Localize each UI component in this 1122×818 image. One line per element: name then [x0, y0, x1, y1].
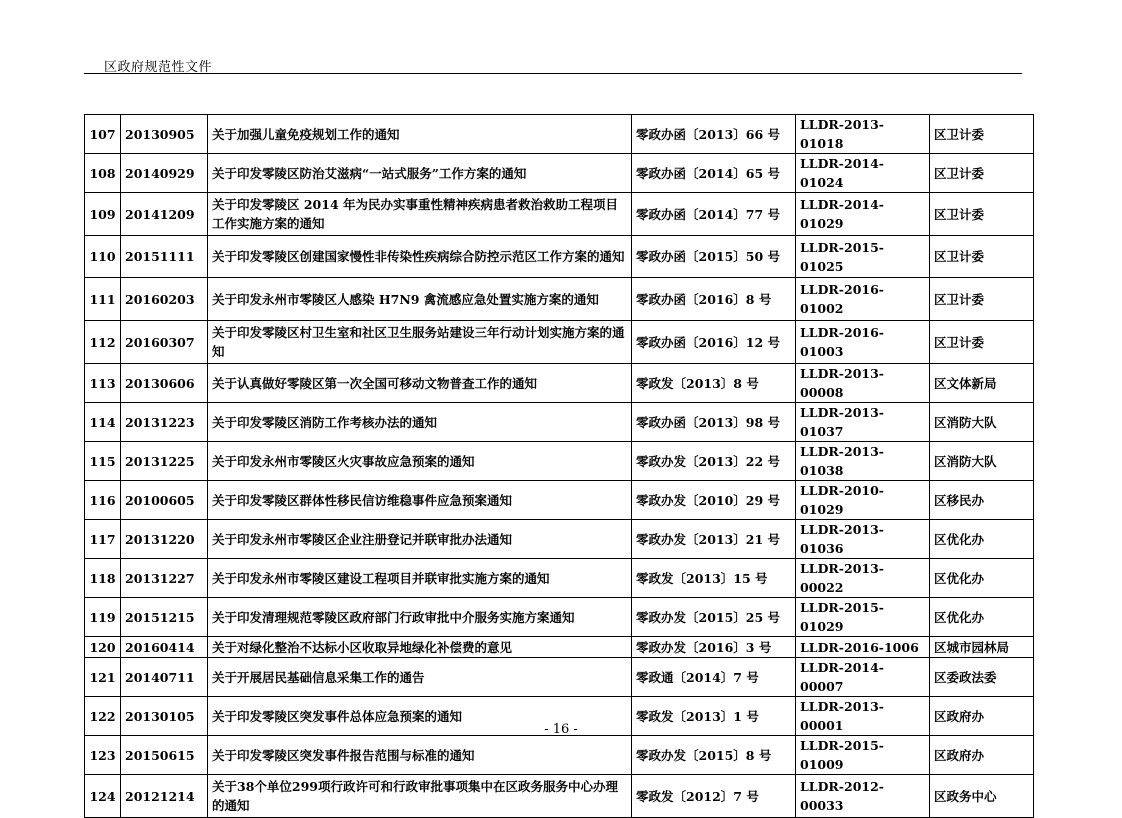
- row-number: 110: [85, 236, 121, 278]
- document-number: 零政办发〔2010〕29 号: [632, 481, 796, 520]
- department: 区政务中心: [930, 775, 1034, 818]
- department: 区卫计委: [930, 236, 1034, 278]
- document-number: 零政办发〔2013〕21 号: [632, 520, 796, 559]
- department: 区卫计委: [930, 154, 1034, 193]
- document-title: 关于印发零陵区突发事件报告范围与标准的通知: [208, 736, 632, 775]
- registration-number: LLDR-2013-01037: [796, 403, 930, 442]
- registration-number: LLDR-2013-01038: [796, 442, 930, 481]
- document-number: 零政办函〔2014〕77 号: [632, 193, 796, 236]
- row-number: 111: [85, 278, 121, 321]
- running-header: 区政府规范性文件: [104, 60, 213, 75]
- document-title: 关于印发永州市零陵区建设工程项目并联审批实施方案的通知: [208, 559, 632, 598]
- table-row: [85, 364, 1034, 403]
- table-row: [85, 520, 1034, 559]
- department: 区卫计委: [930, 193, 1034, 236]
- table-row: [85, 598, 1034, 637]
- document-title: 关于印发零陵区群体性移民信访维稳事件应急预案通知: [208, 481, 632, 520]
- document-title: 关于印发永州市零陵区人感染 H7N9 禽流感应急处置实施方案的通知: [208, 278, 632, 321]
- document-title: 关于38个单位299项行政许可和行政审批事项集中在区政务服务中心办理的通知: [208, 775, 632, 818]
- table-row: [85, 154, 1034, 193]
- document-title: 关于对绿化整治不达标小区收取异地绿化补偿费的意见: [208, 637, 632, 658]
- registration-number: LLDR-2015-01025: [796, 236, 930, 278]
- registration-number: LLDR-2013-00008: [796, 364, 930, 403]
- document-number: 零政办函〔2016〕12 号: [632, 321, 796, 364]
- table-row: [85, 403, 1034, 442]
- department: 区优化办: [930, 559, 1034, 598]
- registration-number: LLDR-2013-01018: [796, 115, 930, 154]
- row-number: 119: [85, 598, 121, 637]
- issue-date: 20130905: [121, 115, 208, 154]
- department: 区优化办: [930, 520, 1034, 559]
- department: 区优化办: [930, 598, 1034, 637]
- row-number: 117: [85, 520, 121, 559]
- registration-number: LLDR-2015-01029: [796, 598, 930, 637]
- issue-date: 20140711: [121, 658, 208, 697]
- document-number: 零政办函〔2016〕8 号: [632, 278, 796, 321]
- issue-date: 20100605: [121, 481, 208, 520]
- registration-number: LLDR-2013-01036: [796, 520, 930, 559]
- document-number: 零政发〔2013〕1 号: [632, 697, 796, 736]
- header-rule: [84, 73, 1022, 74]
- table-row: [85, 559, 1034, 598]
- issue-date: 20151215: [121, 598, 208, 637]
- registration-number: LLDR-2010-01029: [796, 481, 930, 520]
- table-body: [85, 115, 1034, 818]
- department: 区移民办: [930, 481, 1034, 520]
- document-title: 关于认真做好零陵区第一次全国可移动文物普查工作的通知: [208, 364, 632, 403]
- document-title: 关于印发零陵区村卫生室和社区卫生服务站建设三年行动计划实施方案的通知: [208, 321, 632, 364]
- issue-date: 20160203: [121, 278, 208, 321]
- document-number: 零政办函〔2014〕65 号: [632, 154, 796, 193]
- row-number: 122: [85, 697, 121, 736]
- document-title: 关于印发清理规范零陵区政府部门行政审批中介服务实施方案通知: [208, 598, 632, 637]
- row-number: 124: [85, 775, 121, 818]
- department: 区消防大队: [930, 403, 1034, 442]
- document-title: 关于印发零陵区 2014 年为民办实事重性精神疾病患者救治救助工程项目工作实施方案的通知: [208, 193, 632, 236]
- document-number: 零政办函〔2015〕50 号: [632, 236, 796, 278]
- table-row: [85, 115, 1034, 154]
- registration-number: LLDR-2016-01002: [796, 278, 930, 321]
- department: 区消防大队: [930, 442, 1034, 481]
- registration-number: LLDR-2013-00022: [796, 559, 930, 598]
- document-number: 零政发〔2013〕8 号: [632, 364, 796, 403]
- registration-number: LLDR-2014-00007: [796, 658, 930, 697]
- issue-date: 20121214: [121, 775, 208, 818]
- row-number: 123: [85, 736, 121, 775]
- issue-date: 20160307: [121, 321, 208, 364]
- document-title: 关于印发零陵区突发事件总体应急预案的通知: [208, 697, 632, 736]
- row-number: 113: [85, 364, 121, 403]
- issue-date: 20130606: [121, 364, 208, 403]
- document-number: 零政办函〔2013〕66 号: [632, 115, 796, 154]
- issue-date: 20160414: [121, 637, 208, 658]
- row-number: 114: [85, 403, 121, 442]
- document-title: 关于加强儿童免疫规划工作的通知: [208, 115, 632, 154]
- registration-number: LLDR-2012-00033: [796, 775, 930, 818]
- row-number: 109: [85, 193, 121, 236]
- registration-number: LLDR-2016-1006: [796, 637, 930, 658]
- document-title: 关于开展居民基础信息采集工作的通告: [208, 658, 632, 697]
- document-title: 关于印发零陵区防治艾滋病“一站式服务”工作方案的通知: [208, 154, 632, 193]
- table-row: [85, 321, 1034, 364]
- issue-date: 20131223: [121, 403, 208, 442]
- table-row: [85, 193, 1034, 236]
- document-number: 零政办函〔2013〕98 号: [632, 403, 796, 442]
- table-row: [85, 481, 1034, 520]
- document-number: 零政发〔2013〕15 号: [632, 559, 796, 598]
- table-row: [85, 775, 1034, 818]
- department: 区卫计委: [930, 321, 1034, 364]
- table-row: [85, 278, 1034, 321]
- issue-date: 20150615: [121, 736, 208, 775]
- registration-number: LLDR-2014-01029: [796, 193, 930, 236]
- issue-date: 20131225: [121, 442, 208, 481]
- document-title: 关于印发永州市零陵区火灾事故应急预案的通知: [208, 442, 632, 481]
- issue-date: 20131220: [121, 520, 208, 559]
- table-row: [85, 442, 1034, 481]
- issue-date: 20140929: [121, 154, 208, 193]
- issue-date: 20131227: [121, 559, 208, 598]
- table-row: [85, 658, 1034, 697]
- document-number: 零政办发〔2016〕3 号: [632, 637, 796, 658]
- document-title: 关于印发零陵区创建国家慢性非传染性疾病综合防控示范区工作方案的通知: [208, 236, 632, 278]
- issue-date: 20141209: [121, 193, 208, 236]
- registration-number: LLDR-2015-01009: [796, 736, 930, 775]
- table-row: [85, 236, 1034, 278]
- document-number: 零政通〔2014〕7 号: [632, 658, 796, 697]
- row-number: 120: [85, 637, 121, 658]
- document-number: 零政发〔2012〕7 号: [632, 775, 796, 818]
- document-number: 零政办发〔2013〕22 号: [632, 442, 796, 481]
- row-number: 115: [85, 442, 121, 481]
- department: 区卫计委: [930, 115, 1034, 154]
- row-number: 108: [85, 154, 121, 193]
- document-title: 关于印发零陵区消防工作考核办法的通知: [208, 403, 632, 442]
- registration-number: LLDR-2016-01003: [796, 321, 930, 364]
- issue-date: 20151111: [121, 236, 208, 278]
- department: 区卫计委: [930, 278, 1034, 321]
- row-number: 118: [85, 559, 121, 598]
- document-title: 关于印发永州市零陵区企业注册登记并联审批办法通知: [208, 520, 632, 559]
- table-row: [85, 736, 1034, 775]
- table-row: [85, 637, 1034, 658]
- registration-number: LLDR-2014-01024: [796, 154, 930, 193]
- document-table: [84, 114, 1034, 818]
- row-number: 107: [85, 115, 121, 154]
- department: 区政府办: [930, 697, 1034, 736]
- department: 区政府办: [930, 736, 1034, 775]
- document-number: 零政办发〔2015〕25 号: [632, 598, 796, 637]
- row-number: 116: [85, 481, 121, 520]
- page-number: - 16 -: [544, 722, 578, 737]
- document-number: 零政办发〔2015〕8 号: [632, 736, 796, 775]
- department: 区委政法委: [930, 658, 1034, 697]
- row-number: 112: [85, 321, 121, 364]
- row-number: 121: [85, 658, 121, 697]
- department: 区城市园林局: [930, 637, 1034, 658]
- issue-date: 20130105: [121, 697, 208, 736]
- registration-number: LLDR-2013-00001: [796, 697, 930, 736]
- department: 区文体新局: [930, 364, 1034, 403]
